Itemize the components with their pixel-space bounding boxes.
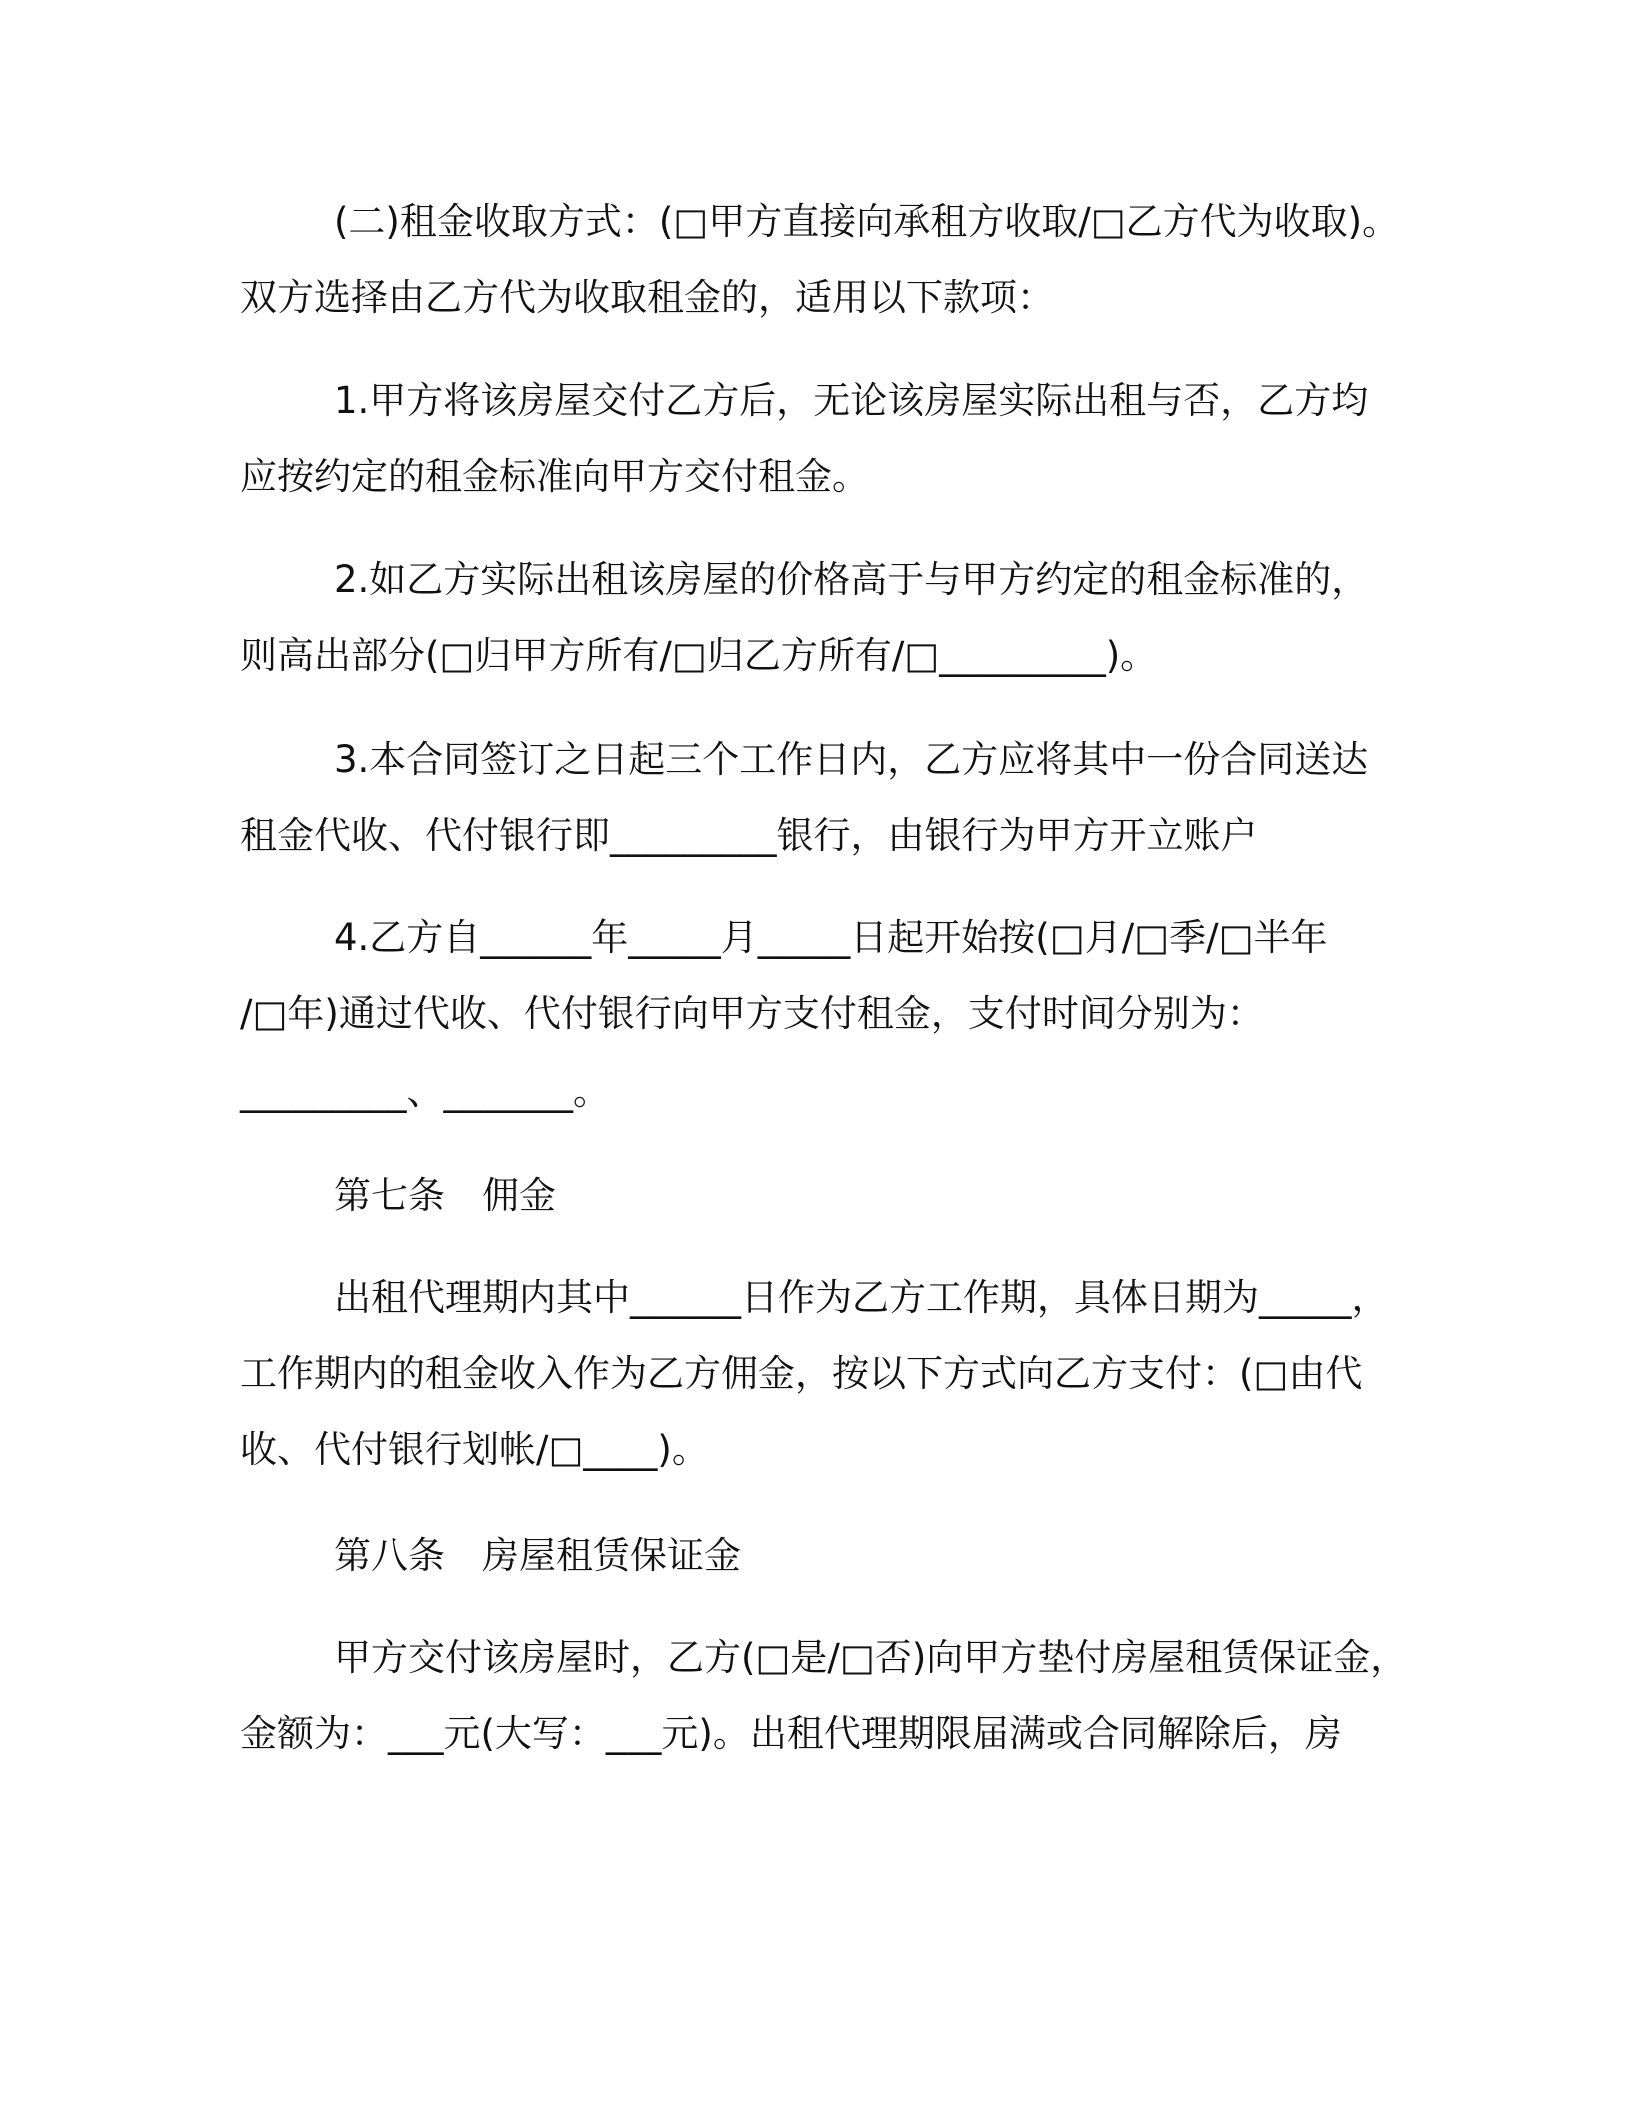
paragraph-line: (二)租金收取方式：(□甲方直接向承租方收取/□乙方代为收取)。 — [334, 200, 1400, 243]
paragraph-line: 金额为：___元(大写：___元)。出租代理期限届满或合同解除后，房 — [240, 1712, 1342, 1755]
paragraph-line: _________、_______。 — [240, 1070, 610, 1113]
paragraph-line: 收、代付银行划帐/□____)。 — [240, 1428, 709, 1471]
paragraph-line: 工作期内的租金收入作为乙方佣金，按以下方式向乙方支付：(□由代 — [240, 1352, 1363, 1395]
section-heading: 第八条 房屋租赁保证金 — [334, 1534, 741, 1577]
section-heading: 第七条 佣金 — [334, 1174, 556, 1217]
paragraph-line: 则高出部分(□归甲方所有/□归乙方所有/□_________)。 — [240, 634, 1158, 677]
paragraph-line: /□年)通过代收、代付银行向甲方支付租金，支付时间分别为： — [240, 992, 1264, 1035]
paragraph-line: 双方选择由乙方代为收取租金的，适用以下款项： — [240, 276, 1054, 319]
paragraph-line: 甲方交付该房屋时，乙方(□是/□否)向甲方垫付房屋租赁保证金， — [334, 1636, 1408, 1679]
paragraph-line: 出租代理期内其中______日作为乙方工作期，具体日期为_____， — [334, 1276, 1389, 1319]
paragraph-line: 4.乙方自______年_____月_____日起开始按(□月/□季/□半年 — [334, 916, 1328, 959]
paragraph-line: 3.本合同签订之日起三个工作日内，乙方应将其中一份合同送达 — [334, 738, 1369, 781]
paragraph-line: 2.如乙方实际出租该房屋的价格高于与甲方约定的租金标准的， — [334, 558, 1369, 601]
paragraph-line: 应按约定的租金标准向甲方交付租金。 — [240, 455, 869, 498]
paragraph-line: 租金代收、代付银行即_________银行，由银行为甲方开立账户 — [240, 814, 1258, 857]
paragraph-line: 1.甲方将该房屋交付乙方后，无论该房屋实际出租与否，乙方均 — [334, 379, 1369, 422]
